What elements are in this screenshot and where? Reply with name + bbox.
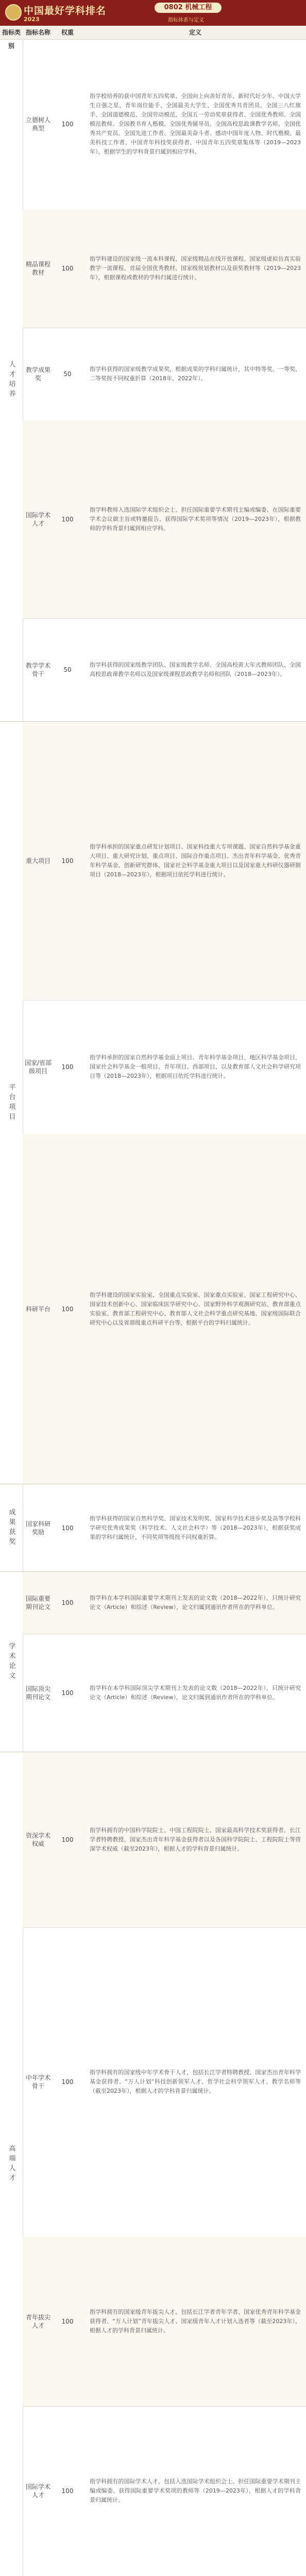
indicator-definition: 指学科获得的国家级教学成果奖，根据成果的学科归属统计，其中特等奖、一等奖、二等奖按不同权重折算（2018年、2022年）。 (90, 366, 301, 382)
table-row (23, 1484, 306, 1572)
indicator-weight: 100 (61, 1599, 74, 1606)
indicator-definition: 指学科建设的国家级一流本科课程、国家级精品在线开放课程、国家级虚拟仿真实验教学一流课程、首届全国优秀教材、国家级规划教材以及获奖教材等（2019—2023年），根据课程或教材的学科归属进行统计。 (90, 256, 301, 281)
table-row (23, 2236, 306, 2406)
banner-subtitle: 指标体系与定义 (168, 18, 204, 23)
subject-badge: 0802 机械工程 (155, 3, 222, 13)
indicator-weight: 100 (61, 857, 74, 865)
indicator-weight: 100 (61, 2487, 74, 2495)
indicator-weight: 100 (61, 1063, 74, 1071)
indicator-definition: 指学科承担的国家重点研发计划项目、国家科技重大专项课题、国家自然科学基金重大项目、重大研究计划、重点项目、国际合作重点项目、杰出青年科学基金、优秀青年科学基金、创新研究群体、国家社会科学基金重大项目以及国家重大科研仪器研制项目（2018—2023年），根据项目依托学科进行统计。 (90, 843, 301, 878)
category-cell: 人才培养 (0, 39, 23, 721)
table-row (23, 328, 306, 421)
indicator-weight: 100 (61, 1689, 74, 1697)
indicator-name: 国际学术人才 (25, 512, 50, 527)
category-cell: 平台项目 (0, 722, 23, 1484)
indicator-name: 青年拔尖人才 (25, 2313, 50, 2329)
indicator-definition: 指学科拥有的国家级青年拔尖人才，包括长江学者青年学者、国家优秀青年科学基金获得者、“万人计划”青年拔尖人才、国家级青年人才计划入选者等（截至2023年），根据人才的学科背景归属统计。 (90, 2308, 301, 2334)
category-cell: 成果获奖 (0, 1484, 23, 1571)
banner-title: 中国最好学科排名 (24, 5, 107, 16)
indicator-name: 国家科研奖励 (25, 1520, 50, 1536)
table-row (23, 209, 306, 328)
indicator-weight: 50 (63, 370, 72, 378)
indicator-definition: 指学科拥有的国际学术人才，包括入选国际学术组织会士、担任国际重要学术期刊主编或编委、获得国际重要学术奖项的教师等（2019—2023年），根据人才的学科背景归属统计。 (90, 2478, 301, 2503)
indicator-name: 国际重要期刊论文 (25, 1595, 50, 1611)
indicator-definition: 指学科获得的国家自然科学奖、国家技术发明奖、国家科学技术进步奖及高等学校科学研究优秀成果奖（科学技术、人文社会科学）等（2018—2023年），根据获奖成果的学科归属统计，不同奖项等级按不同权重折算。 (90, 1515, 301, 1540)
indicator-name: 教学成果奖 (25, 366, 50, 382)
indicator-weight: 100 (61, 516, 74, 523)
table-row (23, 1752, 306, 1928)
indicator-weight: 50 (63, 666, 72, 673)
indicator-definition: 指学科建设的国家实验室、全国重点实验室、国家重点实验室、国家工程研究中心、国家技术创新中心、国家临床医学研究中心、国家野外科学观测研究站、教育部重点实验室、教育部工程研究中心、教育部人文社会科学重点研究基地、国家级国际联合研究中心以及省部级重点科研平台等，根据平台的学科归属统计。 (90, 1291, 301, 1326)
table-row (23, 1927, 306, 2237)
indicator-definition: 指学科拥有的国家级中年学术骨干人才，包括长江学者特聘教授、国家杰出青年科学基金获得者、“万人计划”科技创新领军人才、哲学社会科学领军人才、教学名师等（截至2023年），根据人才的学科背景归属统计。 (90, 2069, 301, 2094)
indicator-weight: 100 (61, 265, 74, 272)
table-row (23, 1134, 306, 1484)
indicator-weight: 100 (61, 1305, 74, 1313)
indicator-definition: 指学科在本学科国际顶尖学术期刊上发表的论文数（2018—2022年），只统计研究论文（Article）和综述（Review），论文归属到通讯作者所在的学科单位。 (90, 1684, 301, 1701)
indicator-name: 资深学术权威 (25, 1832, 50, 1848)
indicator-definition: 指学科拥有的中国科学院院士、中国工程院院士、国家最高科学技术奖获得者、长江学者特聘教授、国家杰出青年科学基金获得者以及各国科学院院士、工程院院士等资深学术权威（截至2023年），根据人才的学科背景归属统计。 (90, 1827, 301, 1852)
indicator-definition: 指学科获得的国家级教学团队、国家级教学名师、全国高校黄大年式教师团队、全国高校思政课教学名师以及国家级课程思政教学名师和团队（2018—2023年）。 (90, 662, 301, 677)
table-row (23, 39, 306, 210)
header-weight: 权重 (61, 29, 74, 36)
indicator-weight: 100 (61, 1836, 74, 1843)
category-cell: 学术论文 (0, 1572, 23, 1752)
indicator-name: 国际学术人才 (25, 2483, 50, 2499)
header-name: 指标名称 (25, 29, 50, 36)
header-category: 指标类别 (2, 29, 21, 49)
indicator-name: 科研平台 (25, 1305, 50, 1313)
table-row (23, 1572, 306, 1634)
indicator-name: 立德树人典型 (25, 116, 50, 132)
table-row (23, 618, 306, 722)
indicator-name: 中年学术骨干 (25, 2074, 50, 2090)
indicator-name: 重大项目 (25, 857, 50, 865)
indicator-weight: 100 (61, 121, 74, 128)
header-definition: 定义 (189, 29, 201, 36)
indicator-weight: 100 (61, 2317, 74, 2325)
category-cell: 高端人才 (0, 1752, 23, 2576)
indicator-definition: 指学科在本学科国际重要学术期刊上发表的论文数（2018—2022年），只统计研究论文（Article）和综述（Review），论文归属到通讯作者所在的学科单位。 (90, 1595, 301, 1611)
table-row (23, 1634, 306, 1752)
indicator-name: 教学学术骨干 (25, 662, 50, 677)
banner (0, 0, 306, 26)
table-row (23, 2406, 306, 2576)
table-row (23, 420, 306, 619)
indicator-weight: 100 (61, 2078, 74, 2086)
table-row (23, 1000, 306, 1134)
banner-year: 2023 (24, 16, 40, 23)
indicator-definition: 指学校培养的获中国青年五四奖章、全国向上向善好青年、新时代好少年、中国大学生自强之星、青年岗位能手、全国最美大学生、全国优秀共青团员、全国三八红旗手、全国道德模范、全国劳动模范、全国五一劳动奖章获得者、全国优秀教师、全国模范教师、全国教书育人楷模、全国优秀辅导员、全国高校思政课教学名师、全国优秀共产党员、全国先进工作者、全国最美奋斗者、感动中国年度人物、时代楷模、最美科技工作者、中国青年科技奖获得者、中国青年五四奖章集体等（2019—2023年），根据学生的学科背景归属到相应学科。 (90, 93, 301, 155)
ranking-logo (5, 4, 22, 21)
table-row (23, 722, 306, 1001)
indicator-name: 国家/省部级项目 (24, 1059, 52, 1075)
indicator-definition: 指学科教师入选国际学术组织会士、担任国际重要学术期刊主编或编委、在国际重要学术会议做主旨或特邀报告、获得国际学术奖项等情况（2019—2023年），根据教师的学科背景归属到相应学科。 (90, 506, 301, 532)
table-header (0, 26, 306, 49)
indicator-weight: 100 (61, 1524, 74, 1532)
indicator-name: 精品课程教材 (25, 261, 50, 276)
indicator-name: 国际顶尖期刊论文 (25, 1685, 50, 1701)
indicator-definition: 指学科承担的国家自然科学基金面上项目、青年科学基金项目、地区科学基金项目，国家社会科学基金一般项目、青年项目、西部项目，以及教育部人文社会科学研究项目等（2018—2023年），根据项目依托学科进行统计。 (90, 1054, 301, 1079)
